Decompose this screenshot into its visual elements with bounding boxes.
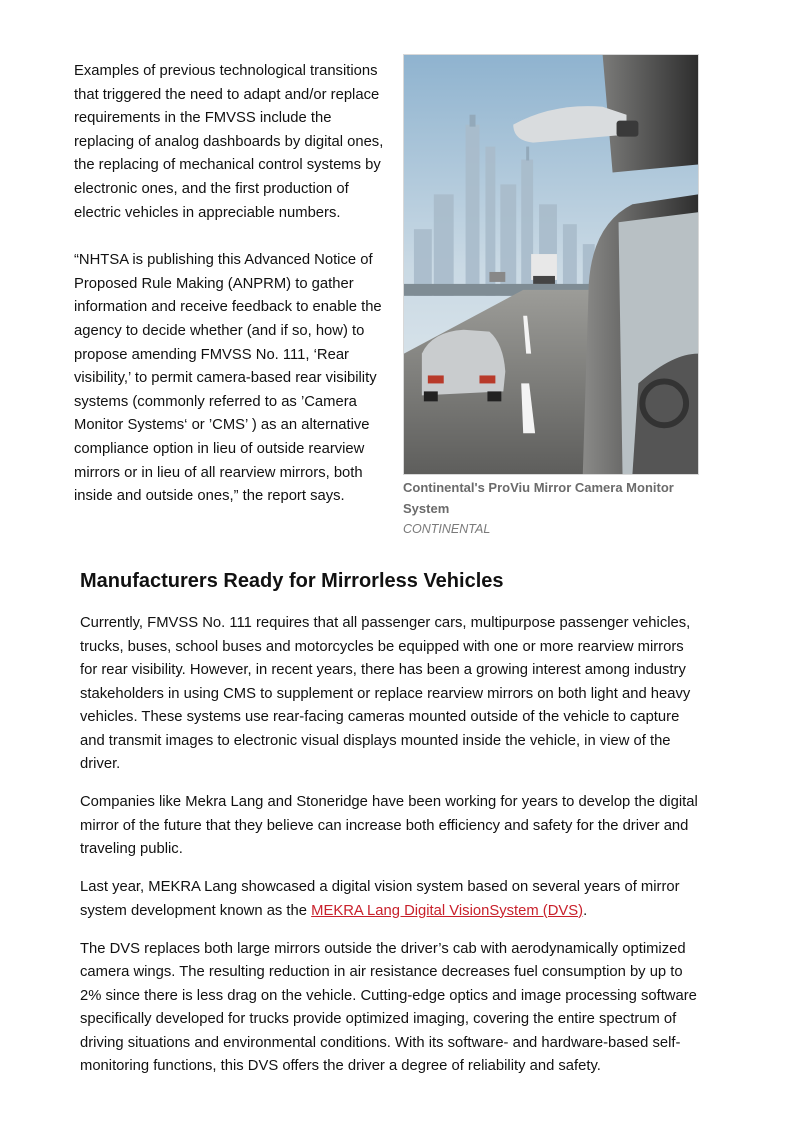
figure-credit: CONTINENTAL [403,522,491,536]
section-paragraph-4: The DVS replaces both large mirrors outside the driver’s cab with aerodynamically optimized camera wings. The resulting reduction in air resistance decreases fuel consumption by up to 2% since there is less drag on the vehicle. Cutting-edge optics and image processing software specifically developed for trucks provide optimized imaging, covering the entire spectrum of driving situations and environmental conditions. With its software- and hardware-based self-monitoring functions, this DVS offers the driver a degree of reliability and safety. [80,940,697,1074]
paragraph-3-text-before: Last year, MEKRA Lang showcased a digital vision system based on several years of mirror system development known as the [80,879,680,919]
section-paragraph-2: Companies like Mekra Lang and Stoneridge have been working for years to develop the digital mirror of the future that they believe can increase both efficiency and safety for the driver and traveling public. [80,794,698,857]
section-paragraph-1: Currently, FMVSS No. 111 requires that all passenger cars, multipurpose passenger vehicles, trucks, buses, school buses and motorcycles be equipped with one or more rearview mirrors for rear visibility. However, in recent years, there has been a growing interest among industry stakeholders in using CMS to supplement or replace rearview mirrors on both light and heavy vehicles. These systems use rear-facing cameras mounted outside of the vehicle to capture and transmit images to electronic visual displays mounted inside the vehicle, in view of the driver. [80,615,691,772]
figure-caption: Continental's ProViu Mirror Camera Monitor System [403,480,674,516]
paragraph-3-text-after: . [583,902,588,919]
intro-column [74,60,390,533]
intro-paragraph-2: “NHTSA is publishing this Advanced Notice of Proposed Rule Making (ANPRM) to gather information and receive feedback to enable the agency to decide whether (and if so, how) to propose amending FMVSS No. 111, ‘Rear visibility,’ to permit camera-based rear visibility systems (commonly referred to as ’Camera Monitor Systems‘ or ’CMS’ ) as an alternative compliance option in lieu of outside rearview mirrors or in lieu of all rearview mirrors, both inside and outside ones,” the report says. [74,252,382,505]
mekra-dvs-link[interactable]: MEKRA Lang Digital VisionSystem (DVS) [311,902,584,919]
article-figure [403,54,699,540]
article-section [80,566,705,1093]
intro-paragraph-1: Examples of previous technological transitions that triggered the need to adapt and/or replace requirements in the FMVSS include the replacing of analog dashboards by digital ones, the replacing of mechanical control systems by electronic ones, and the first production of electric vehicles in appreciable numbers. [74,63,384,221]
section-paragraph-3 [80,876,705,923]
section-heading: Manufacturers Ready for Mirrorless Vehicles [80,570,504,592]
cms-camera-photo [403,54,699,475]
